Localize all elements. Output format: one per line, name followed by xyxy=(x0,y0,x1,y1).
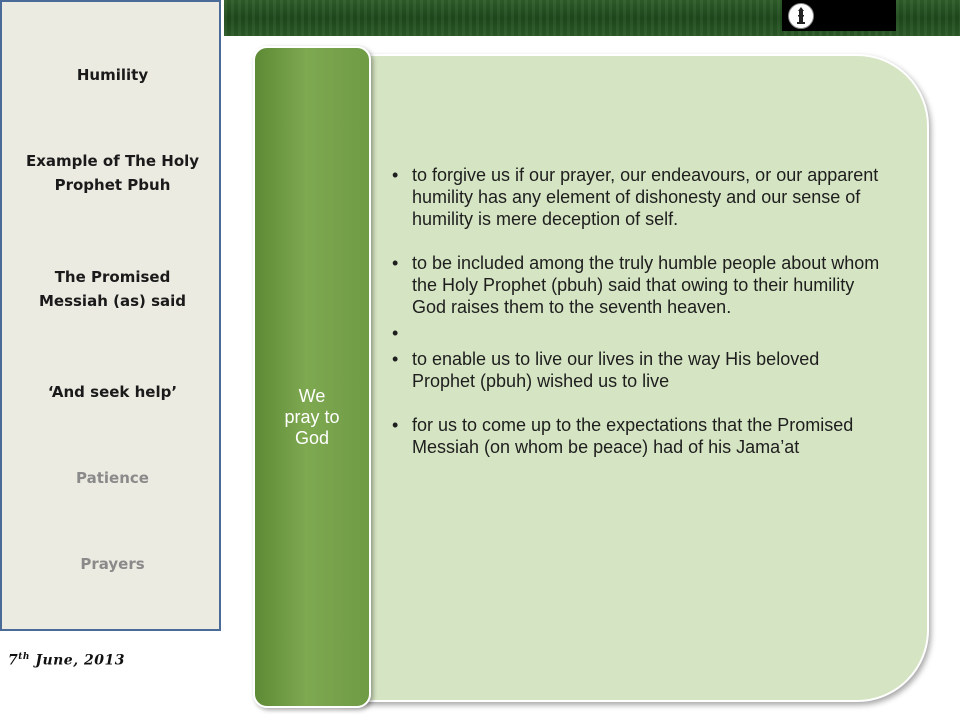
logo xyxy=(782,0,896,31)
date-label xyxy=(8,652,125,669)
list-item: • to be included among the truly humble people about whom the Holy Prophet (pbuh) said that owing to their humility God raises them to the seventh heaven. xyxy=(392,252,882,318)
sidebar-item-and-seek-help[interactable]: ‘And seek help’ xyxy=(47,383,178,401)
tab-label xyxy=(255,386,369,449)
list-item-empty xyxy=(392,322,882,344)
sidebar xyxy=(0,0,221,631)
sidebar-item-humility[interactable]: Humility xyxy=(76,66,149,84)
list-item: • to enable us to live our lives in the way His beloved Prophet (pbuh) wished us to live xyxy=(392,348,882,392)
prayer-list xyxy=(392,164,882,480)
sidebar-item-patience[interactable]: Patience xyxy=(76,469,149,487)
tab-label-line: pray to xyxy=(284,407,340,427)
date-rest: June, 2013 xyxy=(29,652,125,669)
sidebar-item-promised-messiah[interactable]: The Promised Messiah (as) said xyxy=(38,268,187,310)
we-pray-to-god-tab xyxy=(253,46,371,708)
tab-label-line: God xyxy=(294,428,330,448)
list-item: • for us to come up to the expectations that the Promised Messiah (on whom be peace) had of his Jama’at xyxy=(392,414,882,458)
sidebar-item-prayers[interactable]: Prayers xyxy=(80,555,145,573)
date-suffix: th xyxy=(18,652,30,662)
list-item: • to forgive us if our prayer, our endeavours, or our apparent humility has any element of dishonesty and our sense of humility is mere deception of self. xyxy=(392,164,882,230)
tab-label-line: We xyxy=(298,386,326,406)
date-day: 7 xyxy=(8,652,19,669)
minaret-logo-icon xyxy=(788,3,814,29)
sidebar-item-example-holy-prophet[interactable]: Example of The Holy Prophet Pbuh xyxy=(25,152,200,194)
